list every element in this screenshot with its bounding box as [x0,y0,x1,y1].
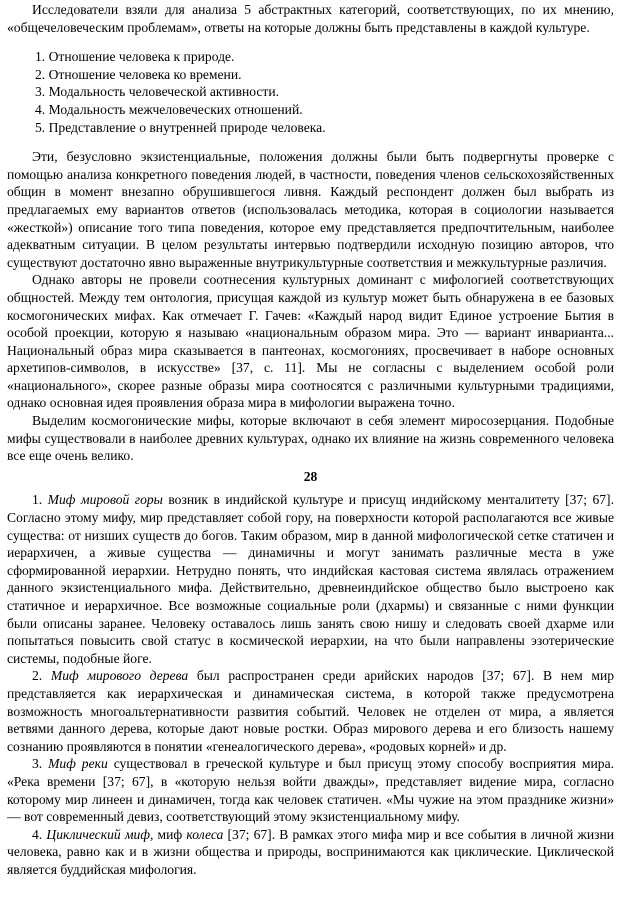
myth-cycle-mid: миф [153,826,187,842]
myth-mountain-paragraph [7,491,614,667]
paragraph-cosmogonic: Выделим космогонические мифы, которые включают в себя элемент миросозерцания. Подобные мифы существовали в наиболее древних культурах, однако их влияние на жизнь современного человека все еще очень велико. [7,413,614,464]
myth-mountain-title: Миф мировой горы [47,492,163,508]
myth-tree-text: был распространен среди арийских народов [37; 67]. В нем мир представляется как иерархическая и динамическая система, в которой также предусмотрена возможность многоальтернативности развития событий. Человек не отделен от мира, а является ветвями данного дерева, которые дают новые ростки. Образ мирового дерева и его близость нашему сознанию проявляются в понятии «генеалогического дерева», «родовых корней» и др. [7,668,615,754]
myth-cycle-title: Циклический миф, [46,826,154,842]
myth-cycle-text: [37; 67]. В рамках этого мифа мир и все события в личной жизни человека, равно как и в жизни общества и природы, воспринимаются как циклические. Циклической является буддийская мифология. [7,826,615,877]
category-item-2: 2. Отношение человека ко времени. [35,66,242,82]
page-number: 28 [303,468,318,484]
myth-mountain-num: 1. [32,492,48,508]
category-item-5: 5. Представление о внутренней природе человека. [35,119,326,135]
intro-paragraph: Исследователи взяли для анализа 5 абстрактных категорий, соответствующих, по их мнению, «общечеловеческим проблемам», ответы на которые должны быть представлены в каждой культуре. [7,2,614,35]
category-item-1: 1. Отношение человека к природе. [35,49,235,65]
myth-mountain-text: возник в индийской культуре и присущ индийскому менталитету [37; 67]. Согласно этому мифу, мир представляет собой гору, на поверхности которой располагаются все живые существа: от низших существ до богов. Таким образом, мир в данной мифологической сетке статичен и иерархичен, а живые существа — динамичны и могут занимать различные места в уже сформированной иерархии. Нетрудно понять, что индийская кастовая система являлась отражением данного экзистенциального мифа. Действительно, древнеиндийское общество было выстроено как статичное и иерархичное. Все возможные социальные роли (дхармы) и связанные с ними функции были описаны заранее. Человеку оставалось лишь занять свою нишу и следовать своей дхарме или попытаться повысить свой статус в космической иерархии, на что были направлены эзотерические системы, подобные йоге. [7,492,614,666]
category-item-4: 4. Модальность межчеловеческих отношений. [35,101,303,117]
myth-wheel-title: колеса [186,826,224,842]
paragraph-dominants: Однако авторы не провели соотнесения культурных доминант с мифологией соответствующих общностей. Между тем онтология, присущая каждой из культур может быть обнаружена в ее базовых космогонических мифах. Как отмечает Г. Гачев: «Каждый народ видит Единое устроение Бытия в особой проекции, которую я называю «национальным образом мира. Это — вариант инварианта... Национальный образ мира сказывается в пантеонах, космогониях, просвечивает в наборе основных архетипов-символов, в искусстве» [37, с. 11]. Мы не согласны с выделением особой роли «национального», скорее разные образы мира соотносятся с различными культурными традициями, однако основная идея проявления образа мира в мифологии выражена точно. [7,272,614,411]
myth-tree-num: 2. [32,668,51,684]
myth-tree-paragraph [7,667,614,755]
myth-cycle-num: 4. [32,826,47,842]
categories-list [7,48,614,136]
myth-river-num: 3. [32,756,49,772]
myth-tree-title: Миф мирового дерева [50,668,189,684]
paragraph-survey: Эти, безусловно экзистенциальные, положения должны были быть подвергнуты проверке с помощью анализа конкретного поведения людей, в частности, поведения членов сельскохозяйственных общин в момент внезапно обрушившегося ливня. Каждый респондент должен был выбрать из предлагаемых ему вариантов ответов (использовалась методика, которая в социологии называется «жесткой») описание того типа поведения, которое ему представляется предпочтительным, наиболее адекватным ситуации. В целом результаты интервью подтвердили исходную позицию авторов, что существуют достаточно явно выраженные внутрикультурные соответствия и межкультурные различия. [7,149,614,270]
myth-river-title: Миф реки [48,756,108,772]
myth-river-text: существовал в греческой культуре и был присущ этому способу восприятия мира. «Река времени [37; 67], в «которую нельзя войти дважды», представляет видение мира, согласно которому мир линеен и динамичен, тогда как человек статичен. «Мы чужие на этом празднике жизни» — вот современный девиз, соответствующий этому экзистенциальному мифу. [7,756,614,825]
category-item-3: 3. Модальность человеческой активности. [35,84,280,100]
myth-cycle-paragraph [7,826,614,879]
myth-river-paragraph [7,755,614,825]
